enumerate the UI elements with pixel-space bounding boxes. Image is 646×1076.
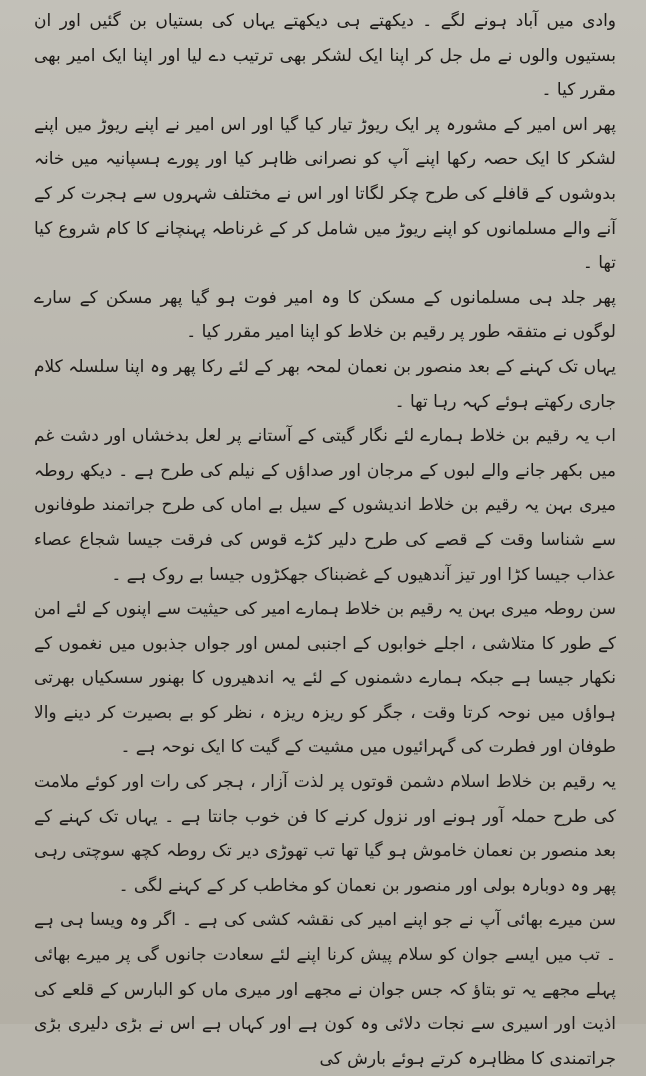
paragraph: پھر جلد ہی مسلمانوں کے مسکن کا وہ امیر فوت ہو گیا پھر مسکن کے سارے لوگوں نے متفقہ طور پر رقیم بن خلاط کو اپنا امیر مقرر کیا ۔	[34, 287, 616, 343]
paragraph: وادی میں آباد ہونے لگے ۔ دیکھتے ہی دیکھتے یہاں کی بستیاں بن گئیں اور ان بستیوں والوں نے مل جل کر اپنا ایک لشکر بھی ترتیب دے لیا اور اپنا ایک امیر بھی مقرر کیا ۔	[34, 11, 616, 101]
paragraph: اب یہ رقیم بن خلاط ہمارے لئے نگار گیتی کے آستانے پر لعل بدخشاں اور دشت غم میں بکھر جانے والے لبوں کے مرجان اور صداؤں کے نیلم کی طرح ہے ۔ دیکھ روطہ میری بہن یہ رقیم بن خلاط اندیشوں کے سیل بے اماں کی طرح جراتمند طوفانوں سے شناسا وقت کے قصے کی طرح دلیر کڑے قوس کی فرقت جیسا شجاع عصاء عذاب جیسا کڑا اور تیز آندھیوں کے غضبناک جھکڑوں جیسا بے روک ہے ۔	[34, 426, 616, 585]
paragraph: سن روطہ میری بہن یہ رقیم بن خلاط ہمارے امیر کی حیثیت سے اپنوں کے لئے امن کے طور کا متلاشی ، اجلے خوابوں کے اجنبی لمس اور جواں جذبوں میں نغموں کے نکھار جیسا ہے جبکہ ہمارے دشمنوں کے لئے یہ اندھیروں کا بھنور سسکیاں بھرتی ہواؤں میں نوحہ کرتا وقت ، جگر کو ریزہ ریزہ ، نظر کو بے بصیرت کر دینے والا طوفان اور فطرت کی گہرائیوں میں مشیت کے گیت کا ایک نوحہ ہے ۔	[34, 599, 616, 758]
paragraph: سن میرے بھائی آپ نے جو اپنے امیر کی نقشہ کشی کی ہے ۔ اگر وہ ویسا ہی ہے ۔ تب میں ایسے جوان کو سلام پیش کرنا اپنے لئے سعادت جانوں گی پر میرے بھائی پہلے مجھے یہ تو بتاؤ کہ جس جوان نے مجھے اور میری ماں کو البارس کے قلعے کی اذیت اور اسیری سے نجات دلائی وہ کون ہے اور کہاں ہے اس نے بڑی دلیری بڑی جراتمندی کا مظاہرہ کرتے ہوئے بارش کی	[34, 910, 616, 1069]
paragraph: پھر اس امیر کے مشورہ پر ایک ریوڑ تیار کیا گیا اور اس امیر نے اپنے ریوڑ میں اپنے لشکر کا ایک حصہ رکھا اپنے آپ کو نصرانی ظاہر کیا اور پورے ہسپانیہ میں خانہ بدوشوں کے قافلے کی طرح چکر لگاتا اور اس نے مختلف شہروں سے ہجرت کر کے آنے والے مسلمانوں کو اپنے ریوڑ میں شامل کر کے غرناطہ پہنچانے کا کام شروع کیا تھا ۔	[34, 114, 616, 274]
paragraph: یہ رقیم بن خلاط اسلام دشمن قوتوں پر لذت آزار ، ہجر کی رات اور کوئے ملامت کی طرح حملہ آور ہونے اور نزول کرنے کا فن خوب جانتا ہے ۔ یہاں تک کہنے کے بعد منصور بن نعمان خاموش ہو گیا تھا تب تھوڑی دیر تک روطہ کچھ سوچتی رہی پھر وہ دوبارہ بولی اور منصور بن نعمان کو مخاطب کر کے کہنے لگی ۔	[34, 772, 616, 896]
paragraph: یہاں تک کہنے کے بعد منصور بن نعمان لمحہ بھر کے لئے رکا پھر وہ اپنا سلسلہ کلام جاری رکھتے ہوئے کہہ رہا تھا ۔	[34, 356, 616, 412]
